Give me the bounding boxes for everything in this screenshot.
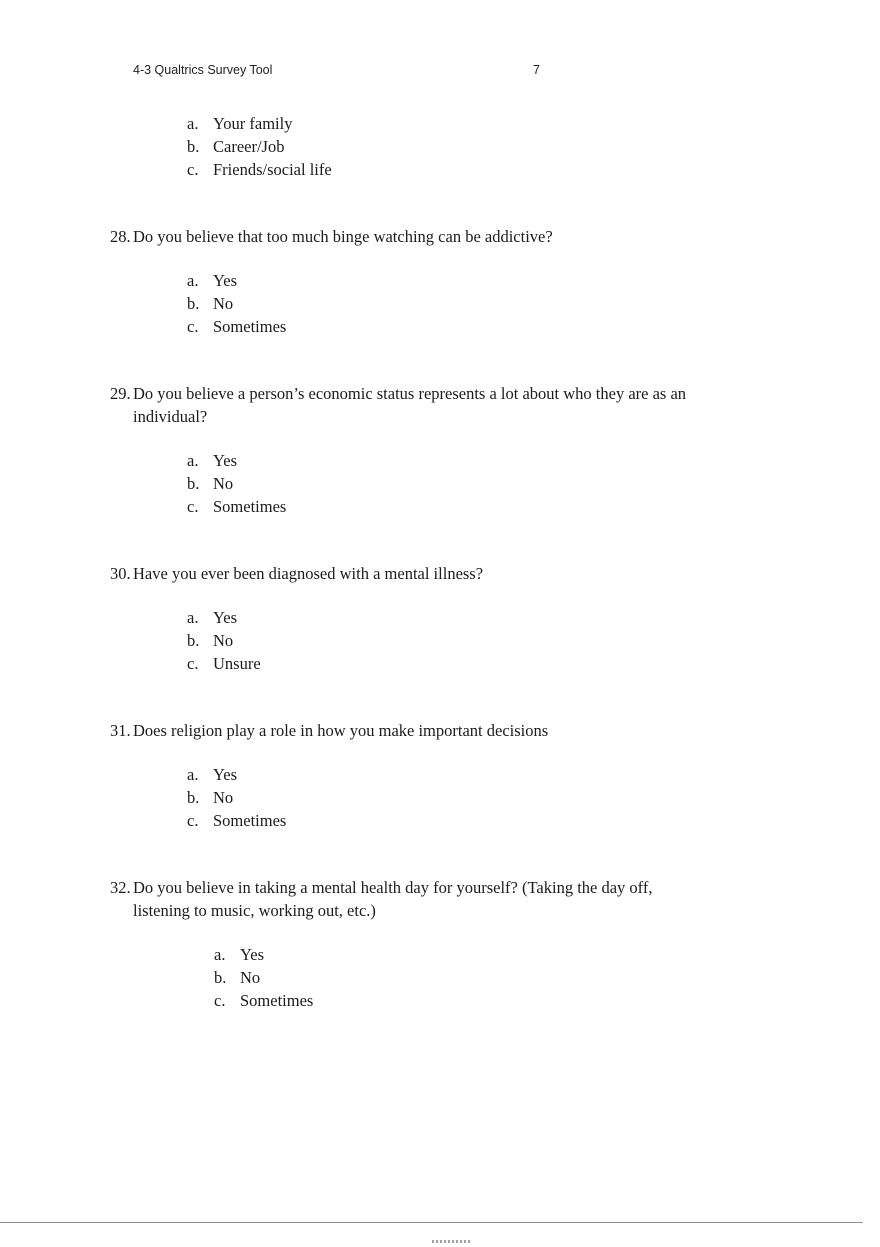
option-letter: a. [187, 271, 199, 290]
page-content [0, 112, 880, 1012]
option-letter: b. [187, 474, 200, 493]
question-text [110, 876, 880, 922]
option-letter: a. [187, 114, 199, 133]
option-label: Yes [213, 451, 238, 470]
question-number: 30. [110, 564, 131, 583]
option-row [187, 652, 880, 675]
page-number: 7 [533, 63, 540, 77]
question-options [110, 606, 880, 675]
question-options [110, 943, 880, 1012]
intro-options [0, 112, 880, 181]
option-row [214, 943, 880, 966]
option-label: Sometimes [240, 991, 314, 1010]
option-label: Your family [213, 114, 293, 133]
option-row [187, 629, 880, 652]
header-title: 4-3 Qualtrics Survey Tool [133, 63, 273, 77]
question-line: Have you ever been diagnosed with a mental illness? [133, 564, 484, 583]
option-letter: a. [187, 608, 199, 627]
question-first-line [110, 719, 880, 742]
question-line: Does religion play a role in how you make important decisions [133, 721, 549, 740]
option-letter: b. [187, 631, 200, 650]
question-line: Do you believe a person’s economic status represents a lot about who they are as an [133, 384, 687, 403]
option-label: Yes [213, 271, 238, 290]
option-label: No [213, 294, 234, 313]
question-number: 29. [110, 384, 131, 403]
question-line: individual? [133, 407, 208, 426]
option-row [187, 786, 880, 809]
question-options [110, 763, 880, 832]
option-row [187, 135, 880, 158]
option-label: Unsure [213, 654, 261, 673]
option-label: No [213, 788, 234, 807]
question-text [110, 562, 880, 585]
question-text [110, 719, 880, 742]
question-first-line [110, 562, 880, 585]
option-row [187, 269, 880, 292]
question-list [0, 225, 880, 1012]
option-row [187, 315, 880, 338]
option-letter: a. [187, 765, 199, 784]
option-letter: c. [214, 991, 226, 1010]
option-row [187, 292, 880, 315]
option-row [187, 158, 880, 181]
question-line: Do you believe that too much binge watching can be addictive? [133, 227, 553, 246]
footer-divider [0, 1222, 863, 1223]
footer-mark [432, 1240, 470, 1243]
option-row [214, 966, 880, 989]
option-row [187, 763, 880, 786]
question [110, 719, 880, 832]
option-row [187, 472, 880, 495]
question-number: 28. [110, 227, 131, 246]
option-letter: a. [214, 945, 226, 964]
option-letter: c. [187, 317, 199, 336]
question-number: 31. [110, 721, 131, 740]
option-label: Career/Job [213, 137, 285, 156]
option-letter: c. [187, 160, 199, 179]
question-first-line [110, 876, 880, 899]
question-options [110, 269, 880, 338]
question [110, 876, 880, 1012]
option-row [214, 989, 880, 1012]
option-letter: c. [187, 811, 199, 830]
option-label: Yes [213, 765, 238, 784]
option-letter: a. [187, 451, 199, 470]
option-label: No [213, 631, 234, 650]
option-letter: b. [187, 137, 200, 156]
option-label: Yes [240, 945, 265, 964]
page-header [0, 63, 880, 81]
option-row [187, 449, 880, 472]
question [110, 225, 880, 338]
option-row [187, 495, 880, 518]
question-number: 32. [110, 878, 131, 897]
question-line: listening to music, working out, etc.) [133, 901, 376, 920]
option-label: Sometimes [213, 497, 287, 516]
question-line: Do you believe in taking a mental health day for yourself? (Taking the day off, [133, 878, 653, 897]
option-label: No [240, 968, 261, 987]
question-first-line [110, 382, 880, 405]
option-label: Sometimes [213, 317, 287, 336]
option-letter: b. [187, 788, 200, 807]
option-letter: c. [187, 497, 199, 516]
option-label: Yes [213, 608, 238, 627]
question-text [110, 382, 880, 428]
option-letter: b. [187, 294, 200, 313]
option-letter: c. [187, 654, 199, 673]
option-label: Friends/social life [213, 160, 332, 179]
question [110, 382, 880, 518]
question-text [110, 225, 880, 248]
question-first-line [110, 225, 880, 248]
option-row [187, 606, 880, 629]
option-row [187, 809, 880, 832]
question-options [110, 449, 880, 518]
option-letter: b. [214, 968, 227, 987]
option-label: Sometimes [213, 811, 287, 830]
option-row [187, 112, 880, 135]
option-label: No [213, 474, 234, 493]
question [110, 562, 880, 675]
